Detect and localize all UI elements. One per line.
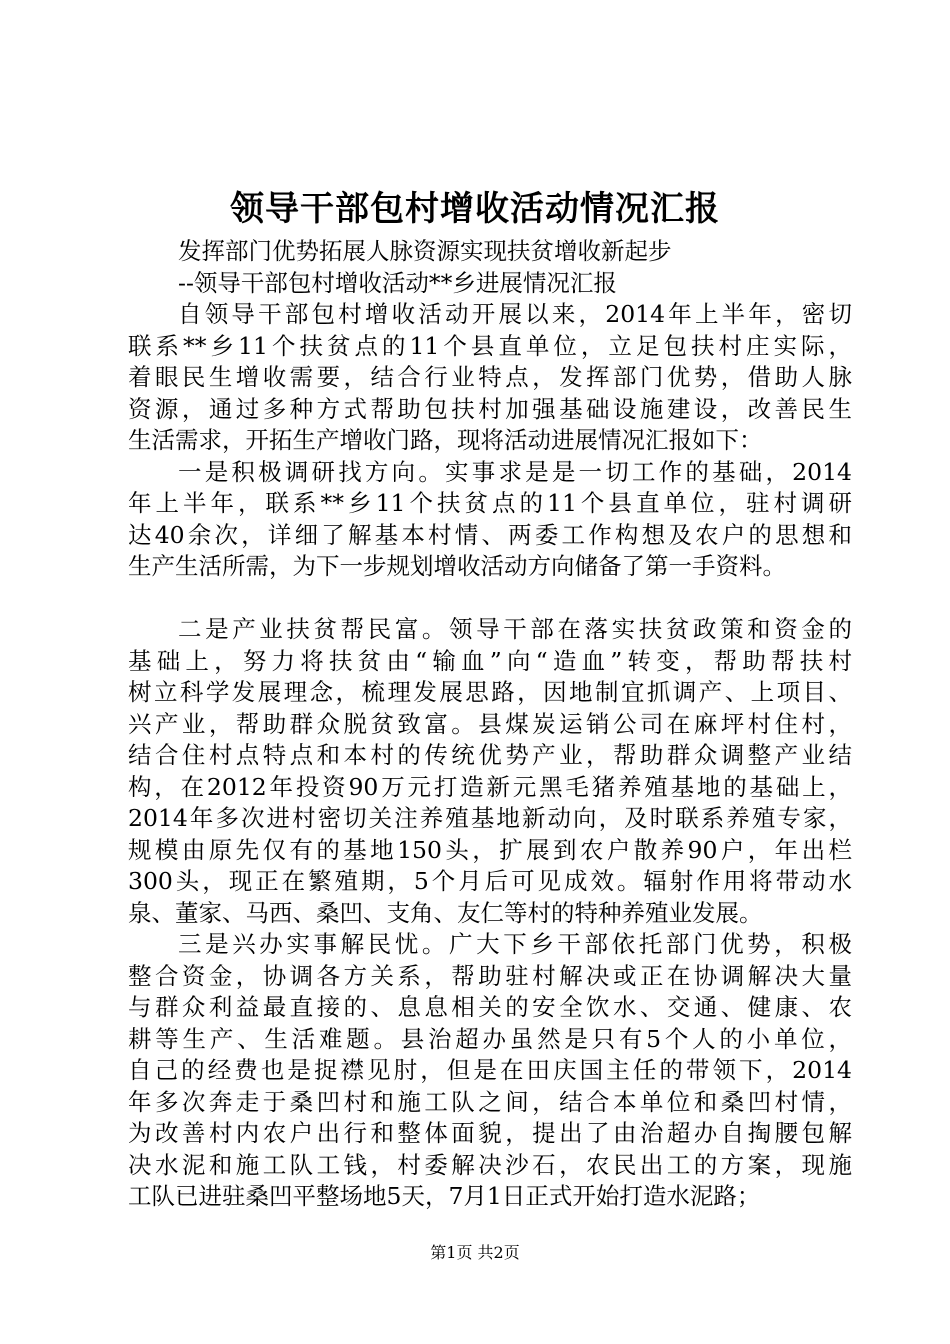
paragraph-line: 整合资金，协调各方关系，帮助驻村解决或正在协调解决大量 xyxy=(128,961,852,990)
subtitle-line-2: --领导干部包村增收活动**乡进展情况汇报 xyxy=(178,268,617,297)
paragraph-line: 年上半年，联系**乡11个扶贫点的11个县直单位，驻村调研 xyxy=(128,489,852,517)
paragraph-line: 自己的经费也是捉襟见肘，但是在田庆国主任的带领下，2014 xyxy=(128,1056,852,1084)
paragraph-line: 树立科学发展理念，梳理发展思路，因地制宜抓调产、上项目、 xyxy=(128,678,852,706)
paragraph-line: 二是产业扶贫帮民富。领导干部在落实扶贫政策和资金的 xyxy=(178,615,852,643)
paragraph-line: 兴产业，帮助群众脱贫致富。县煤炭运销公司在麻坪村住村， xyxy=(128,709,852,738)
paragraph-line: 生活需求，开拓生产增收门路，现将活动进展情况汇报如下： xyxy=(128,426,763,454)
paragraph-line: 资源，通过多种方式帮助包扶村加强基础设施建设，改善民生 xyxy=(128,394,852,423)
paragraph-line: 构，在2012年投资90万元打造新元黑毛猪养殖基地的基础上， xyxy=(128,772,852,801)
paragraph-line: 基础上，努力将扶贫由“输血”向“造血”转变，帮助帮扶村 xyxy=(128,646,852,675)
paragraph-line: 生产生活所需，为下一步规划增收活动方向储备了第一手资料。 xyxy=(128,552,786,580)
paragraph-line: 规模由原先仅有的基地150头，扩展到农户散养90户，年出栏 xyxy=(128,835,852,864)
paragraph-line: 自领导干部包村增收活动开展以来，2014年上半年，密切 xyxy=(178,300,852,328)
paragraph-3 xyxy=(128,614,852,929)
paragraph-line: 工队已进驻桑凹平整场地5天，7月1日正式开始打造水泥路； xyxy=(128,1182,761,1210)
paragraph-line: 泉、董家、马西、桑凹、支角、友仁等村的特种养殖业发展。 xyxy=(128,898,763,927)
paragraph-line: 达40余次，详细了解基本村情、两委工作构想及农户的思想和 xyxy=(128,520,852,549)
paragraph-line: 三是兴办实事解民忧。广大下乡干部依托部门优势，积极 xyxy=(178,930,852,958)
paragraph-line: 300头，现正在繁殖期，5个月后可见成效。辐射作用将带动水 xyxy=(128,867,852,895)
paragraph-line: 决水泥和施工队工钱，村委解决沙石，农民出工的方案，现施 xyxy=(128,1150,852,1179)
paragraph-line: 一是积极调研找方向。实事求是是一切工作的基础，2014 xyxy=(178,457,852,486)
paragraph-line: 结合住村点特点和本村的传统优势产业，帮助群众调整产业结 xyxy=(128,741,852,769)
paragraph-line: 2014年多次进村密切关注养殖基地新动向，及时联系养殖专家， xyxy=(128,804,852,832)
blank-line xyxy=(128,583,852,615)
paragraph-line: 为改善村内农户出行和整体面貌，提出了由治超办自掏腰包解 xyxy=(128,1119,852,1147)
paragraph-1 xyxy=(128,299,852,457)
paragraph-line: 耕等生产、生活难题。县治超办虽然是只有5个人的小单位， xyxy=(128,1024,852,1053)
subtitle-line-1: 发挥部门优势拓展人脉资源实现扶贫增收新起步 xyxy=(178,237,672,265)
page-footer: 第1页 共2页 xyxy=(430,1243,520,1262)
paragraph-line: 年多次奔走于桑凹村和施工队之间，结合本单位和桑凹村情， xyxy=(128,1087,852,1116)
paragraph-4 xyxy=(128,929,852,1213)
document-title: 领导干部包村增收活动情况汇报 xyxy=(230,189,720,229)
paragraph-2 xyxy=(128,457,852,583)
document-body xyxy=(128,236,852,1213)
paragraph-line: 与群众利益最直接的、息息相关的安全饮水、交通、健康、农 xyxy=(128,993,852,1021)
paragraph-line: 联系**乡11个扶贫点的11个县直单位，立足包扶村庄实际， xyxy=(128,331,852,360)
paragraph-line: 着眼民生增收需要，结合行业特点，发挥部门优势，借助人脉 xyxy=(128,363,852,391)
